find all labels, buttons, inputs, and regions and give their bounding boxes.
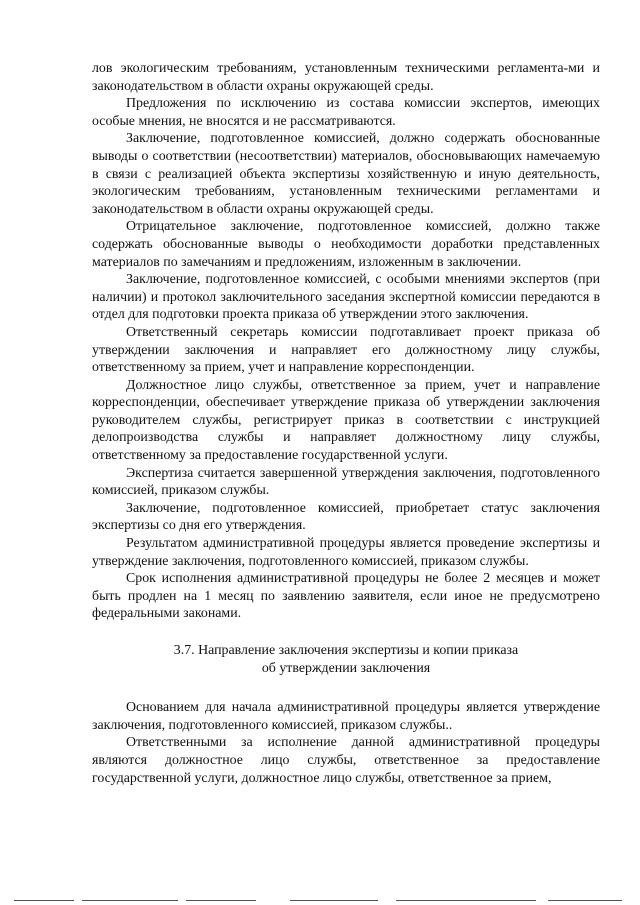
document-body bbox=[92, 60, 600, 787]
paragraph: лов экологическим требованиям, установленным техническими регламента-ми и законодательством в области охраны окружающей среды. bbox=[92, 61, 600, 94]
section-heading-line1: 3.7. Направление заключения экспертизы и копии приказа bbox=[173, 643, 519, 658]
paragraph: Срок исполнения административной процедуры не более 2 месяцев и может быть продлен на 1 месяц по заявлению заявителя, если иное не предусмотрено федеральными законами. bbox=[92, 571, 600, 622]
paragraph: Должностное лицо службы, ответственное за прием, учет и направление корреспонденции, обеспечивает утверждение приказа об утверждении заключения руководителем службы, регистрирует приказ в соответствии с инструкцией делопроизводства службы и направляет должностному лицу службы, ответственному за предоставление государственной услуги. bbox=[92, 377, 600, 464]
paragraph: Заключение, подготовленное комиссией, с особыми мнениями экспертов (при наличии) и протокол заключительного заседания экспертной комиссии передаются в отдел для подготовки проекта приказа об утверждении этого заключения. bbox=[92, 272, 600, 323]
paragraph: Основанием для начала административной процедуры является утверждение заключения, подготовленного комиссией, приказом службы.. bbox=[92, 700, 600, 733]
section-heading-line2: об утверждении заключения bbox=[261, 660, 431, 676]
paragraph: Заключение, подготовленное комиссией, приобретает статус заключения экспертизы со дня его утверждения. bbox=[92, 500, 600, 534]
paragraph: Предложения по исключению из состава комиссии экспертов, имеющих особые мнения, не вносятся и не рассматриваются. bbox=[92, 96, 600, 129]
section-heading bbox=[92, 642, 600, 677]
paragraph: Заключение, подготовленное комиссией, должно содержать обоснованные выводы о соответствии (несоответствии) материалов, обосновывающих намечаемую в связи с реализацией объекта экспертизы хозяйственную и иную деятельность, экологическим требованиям, установленным техническими регламентами и законодательством в области охраны окружающей среды. bbox=[92, 131, 600, 217]
paragraph: Ответственными за исполнение данной административной процедуры являются должностное лицо службы, ответственное за предоставление государственной услуги, должностное лицо службы, ответственное за прием, bbox=[92, 735, 600, 786]
paragraph: Ответственный секретарь комиссии подготавливает проект приказа об утверждении заключения и направляет его должностному лицу службы, ответственному за прием, учет и направление корреспонденции. bbox=[92, 324, 600, 376]
paragraph: Экспертиза считается завершенной утверждения заключения, подготовленного комиссией, приказом службы. bbox=[92, 465, 600, 499]
paragraph: Результатом административной процедуры является проведение экспертизы и утверждение заключения, подготовленного комиссией, приказом службы. bbox=[92, 536, 600, 569]
paragraph: Отрицательное заключение, подготовленное комиссией, должно также содержать обоснованные выводы о необходимости доработки представленных материалов по замечаниям и предложениям, изложенным в заключении. bbox=[92, 219, 600, 270]
scan-artifact-lines bbox=[0, 898, 640, 905]
